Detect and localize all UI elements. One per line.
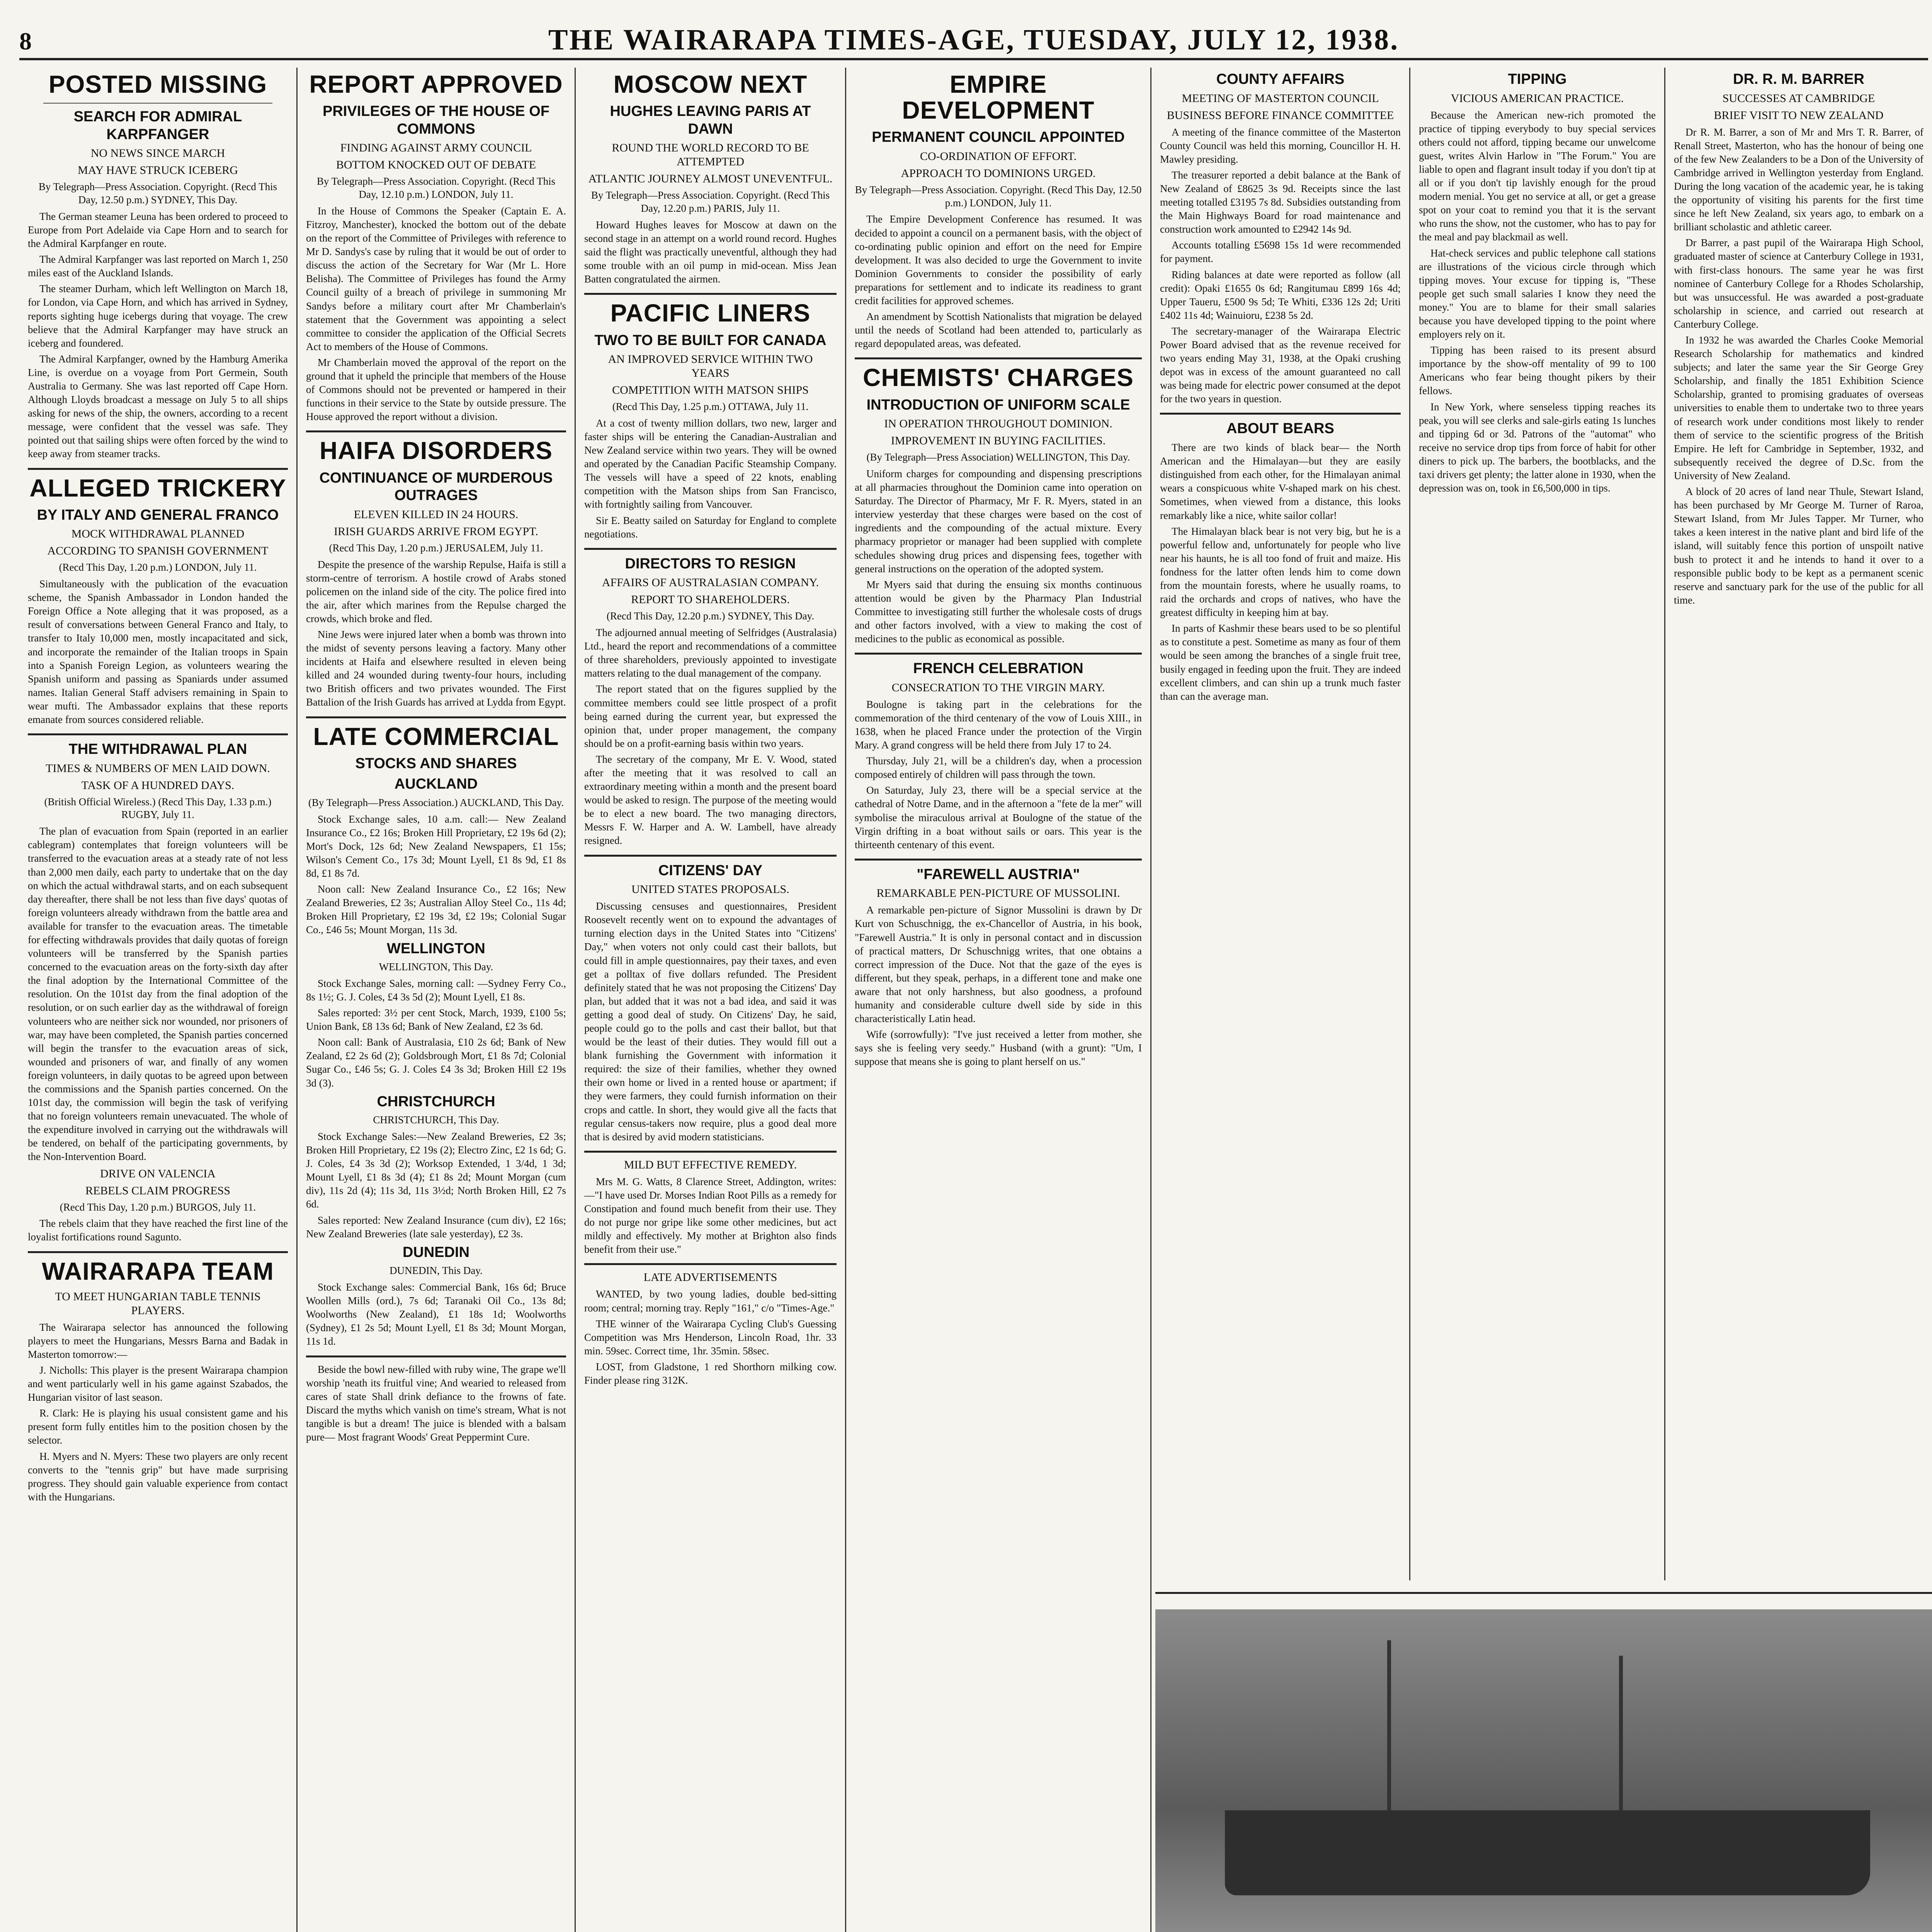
paragraph: In 1932 he was awarded the Charles Cooke Memorial Research Scholarship for mathematics and kindred subjects; and later the same year the Sir George Grey Scholarship, and finally the 1851 Exhibition Science Scholarship, granted to promising graduates of overseas universities to enable them to undertake two to three years of research work under conditions most likely to render them of service to the scientific progress of the British Empire. He left for Cambridge in September, 1932, and subsequently received the degree of D.Sc. from the University of New Zealand.	[1674, 334, 1923, 481]
subhead: PRIVILEGES OF THE HOUSE OF COMMONS	[323, 103, 549, 137]
paragraph: The Admiral Karpfanger, owned by the Hamburg Amerika Line, is overdue on a voyage from Port Germein, South Australia to Germany. She was last reported off Cape Horn. Although Lloyds broadcast a message on July 5 to all ships asking for news of the ship, the owners, according to a recent message, were confident that the vessel was safe. They pointed out that sailing ships were often forced by the wind to keep away from steamer tracks.	[28, 353, 288, 460]
dateline: (Recd This Day, 1.20 p.m.) LONDON, July 11.	[59, 561, 257, 573]
paragraph: Boulogne is taking part in the celebrations for the commemoration of the third centenary of the vow of Louis XIII., in 1638, when he placed France under the protection of the Virgin Mary. A grand congress will be held there from July 17 to 24.	[855, 698, 1142, 751]
dateline: (Recd This Day, 1.20 p.m.) JERUSALEM, July 11.	[329, 542, 543, 554]
dateline: (By Telegraph—Press Association.) AUCKLAND, This Day.	[308, 796, 564, 808]
dateline: By Telegraph—Press Association. Copyright. (Recd This Day, 12.50 p.m.) SYDNEY, This Day.	[38, 181, 277, 206]
subhead: BY ITALY AND GENERAL FRANCO	[37, 507, 279, 523]
classified-ad: THE winner of the Wairarapa Cycling Club's Guessing Competition was Mrs Henderson, Lincoln Road, 1hr. 33 min. 59sec. Correct time, 1hr. 35min. 58sec.	[584, 1318, 837, 1357]
paragraph: In parts of Kashmir these bears used to be so plentiful as to constitute a pest. Sometime as many as four of them would be seen among the branches of a single fruit tree, busily engaged in feeding upon the fruit. They are indeed excellent climbers, and can shin up a trunk much faster than can the average man.	[1160, 622, 1401, 702]
dateline: By Telegraph—Press Association. Copyright. (Recd This Day, 12.50 p.m.) LONDON, July 11.	[855, 184, 1142, 209]
paragraph: Hat-check services and public telephone call stations are illustrations of the vicious circle through which tipping moves. Your excuse for tipping is, "These people get such small salaries I know they need the money." You are to blame for their small salaries because you have developed tipping to the point where employers rely on it.	[1419, 247, 1656, 340]
rule	[584, 293, 837, 295]
ship-hull	[1225, 1810, 1870, 1895]
masthead	[19, 15, 1928, 60]
rule	[584, 548, 837, 550]
paragraph: Noon call: New Zealand Insurance Co., £2 16s; New Zealand Breweries, £2 3s; Australian Alloy Steel Co., 11s 4d; Broken Hill Proprietary, £2 19s 3d, £2 19s; Colonial Sugar Co., £46 5s; Mount Morgan, 11s 3d.	[306, 883, 566, 936]
headline-remedy: MILD BUT EFFECTIVE REMEDY.	[624, 1158, 797, 1171]
subhead: BOTTOM KNOCKED OUT OF DEBATE	[336, 158, 536, 172]
paragraph: Uniform charges for compounding and dispensing prescriptions at all pharmacies throughout the Dominion came into operation on Saturday. The Director of Pharmacy, Mr F. R. Myers, stated in an interview yesterday that these charges were based on the cost of ingredients and the compounding of the actual mixture. Every pharmacy proprietor or manager had been supplied with complete schedules showing drug prices and dispensing fees, together with general instructions on the operation of the adopted system.	[855, 468, 1142, 575]
paragraph: The rebels claim that they have reached the first line of the loyalist fortifications round Sagunto.	[28, 1218, 288, 1243]
subhead: INTRODUCTION OF UNIFORM SCALE	[866, 396, 1130, 413]
column-6	[1410, 68, 1665, 1580]
paragraph: Sales reported: New Zealand Insurance (cum div), £2 16s; New Zealand Breweries (late sale yesterday), £2 3s.	[306, 1214, 566, 1240]
paragraph: Howard Hughes leaves for Moscow at dawn on the second stage in an attempt on a world round record. Hughes said the flight was practically uneventful, although they had some trouble with an oil pump in mid-ocean. Miss Jean Batten congratulated the airmen.	[584, 219, 837, 285]
headline-empire-development: EMPIRE DEVELOPMENT	[902, 70, 1095, 124]
ship-photo	[1155, 1609, 1932, 1932]
subhead: ATLANTIC JOURNEY ALMOST UNEVENTFUL.	[588, 172, 833, 185]
rule	[584, 1151, 837, 1153]
column-4	[846, 68, 1151, 1932]
subhead: MOCK WITHDRAWAL PLANNED	[71, 527, 245, 541]
column-5	[1151, 68, 1410, 1580]
subhead: IN OPERATION THROUGHOUT DOMINION.	[884, 417, 1112, 430]
rule	[28, 733, 288, 735]
paragraph: At a cost of twenty million dollars, two new, larger and faster ships will be entering the Canadian-Australian and New Zealand service within two years. They will be owned and operated by the Canadian Pacific Steamship Company. The vessels will have a speed of 22 knots, enabling competition with the Matson ships from San Francisco, with fortnightly sailing from Vancouver.	[584, 417, 837, 510]
headline-late-commercial: LATE COMMERCIAL	[313, 722, 559, 750]
paragraph: A block of 20 acres of land near Thule, Stewart Island, has been purchased by Mr George M. Turner of Raroa, Stewart Island, from Mr Jules Tapper. Mr Turner, who takes a keen interest in the native plant and bird life of the island, will suitably fence this portion of unspoilt native bush to protect it and he intends to hand it over to a responsible public body to be kept as a permanent scenic reserve and sanctuary park for the use of the public for all time.	[1674, 486, 1923, 606]
paragraph: Stock Exchange Sales, morning call: —Sydney Ferry Co., 8s 1½; G. J. Coles, £4 3s 5d (2); Mount Lyell, £1 8s.	[306, 977, 566, 1003]
subhead: TASK OF A HUNDRED DAYS.	[81, 779, 235, 792]
subhead: APPROACH TO DOMINIONS URGED.	[901, 167, 1096, 180]
subhead: HUGHES LEAVING PARIS AT DAWN	[610, 103, 811, 137]
dateline: By Telegraph—Press Association. Copyright. (Recd This Day, 12.20 p.m.) PARIS, July 11.	[591, 189, 830, 214]
headline-barrer: DR. R. M. BARRER	[1733, 71, 1864, 87]
headline-alleged-trickery: ALLEGED TRICKERY	[29, 474, 286, 502]
paragraph: Accounts totalling £5698 15s 1d were recommended for payment.	[1160, 239, 1401, 265]
column-2	[298, 68, 576, 1932]
paragraph: Stock Exchange Sales:—New Zealand Breweries, £2 3s; Broken Hill Proprietary, £2 19s (2); Electro Zinc, £2 1s 6d; G. J. Coles, £4 3s 3d (2); Worksop Extended, 1 3/4d, 1 3d; Mount Lyell, £1 8s 3d (4); £1 8s 2d; Mount Morgan (cum div), 11s 2d (4); 11s 3d, 11s 3½d; North Broken Hill, £2 7s 6d.	[306, 1130, 566, 1210]
subhead: CONTINUANCE OF MURDEROUS OUTRAGES	[319, 469, 553, 504]
paragraph: There are two kinds of black bear— the North American and the Himalayan—but they are easily distinguished from each other, for the Himalayan animal wears a conspicuous white V-shaped mark on his chest. Sometimes, when viewed from a distance, this looks remarkably like a nice, white sailor collar!	[1160, 442, 1401, 521]
paragraph: Despite the presence of the warship Repulse, Haifa is still a storm-centre of terrorism. A hostile crowd of Arabs stoned policemen on the inland side of the city. The police fired into the air, after which marines from the Repulse charged the crowds, which broke and fled.	[306, 558, 566, 624]
headline-pacific-liners: PACIFIC LINERS	[610, 299, 811, 327]
subhead: ELEVEN KILLED IN 24 HOURS.	[354, 508, 519, 521]
paragraph: A meeting of the finance committee of the Masterton County Council was held this morning, Councillor H. H. Mawley presiding.	[1160, 126, 1401, 165]
section-dunedin: DUNEDIN	[402, 1244, 470, 1260]
headline-late-advertisements: LATE ADVERTISEMENTS	[643, 1271, 777, 1284]
headline-tipping: TIPPING	[1508, 71, 1567, 87]
paragraph: Simultaneously with the publication of the evacuation scheme, the Spanish Ambassador in London handed the Foreign Office a Note alleging that it was proposed, as a result of conversations between General Franco and Italy, to transfer to Italy 10,000 men, mostly incapacitated and sick, and incorporate the remainder of the Italian troops in Spain into a Spanish Foreign Legion, as volunteers wearing the Spanish uniform and passing as Spaniards under assumed names. Italian General Staff advisers remaining in Spain to wear mufti. The Ambassador explains that these reports emanate from sources considered reliable.	[28, 578, 288, 726]
paragraph: The report stated that on the figures supplied by the committee members could see little prospect of a profit being earned during the current year, but expressed the opinion that, under proper management, the company should be on a profit-earning basis within two years.	[584, 683, 837, 749]
dateline: CHRISTCHURCH, This Day.	[373, 1114, 499, 1126]
subhead: REBELS CLAIM PROGRESS	[85, 1184, 231, 1197]
subhead: AN IMPROVED SERVICE WITHIN TWO YEARS	[608, 353, 813, 380]
paragraph: In the House of Commons the Speaker (Captain E. A. Fitzroy, Manchester), knocked the bottom out of the debate on the report of the Committee of Privileges with reference to Mr D. Sandys's case by ruling that it would be out of order to discuss the action of the Secretary for War (Mr L. Hore Belisha). The Committee of Privileges has found the Army Council guilty of a breach of privilege in summoning Mr Sandys before a military court after Mr Chamberlain's statement that the Government was appointing a select committee to consider the application of the Official Secrets Act to members of the House of Commons.	[306, 205, 566, 352]
paragraph: Mr Chamberlain moved the approval of the report on the ground that it upheld the principle that members of the House of Commons should not be prevented or hampered in their functions in their service to the State by outside pressure. The House approved the report without a division.	[306, 356, 566, 423]
dateline: WELLINGTON, This Day.	[379, 961, 493, 973]
paragraph: The treasurer reported a debit balance at the Bank of New Zealand of £8625 3s 9d. Receipts since the last meeting totalled £3195 7s 8d. Subsidies outstanding from the Main Highways Board for road maintenance and construction work amounted to £2942 14s 9d.	[1160, 169, 1401, 235]
rule	[28, 1251, 288, 1253]
paragraph: H. Myers and N. Myers: These two players are only recent converts to the "tennis grip" but have made surprising progress. They should gain valuable experience from contact with the Hungarians.	[28, 1450, 288, 1503]
paragraph: The Himalayan black bear is not very big, but he is a powerful fellow and, unfortunately for people who live near his haunts, he is all too fond of fruit and maize. His fondness for the latter often lends him to come down from the mountain forests, where he usually roams, to raid the orchards and crops of natives, who have the greatest difficulty in keeping him at bay.	[1160, 525, 1401, 619]
paragraph: An amendment by Scottish Nationalists that migration be delayed until the needs of Scotland had been attended to, particularly as regard depopulated areas, was defeated.	[855, 311, 1142, 350]
paragraph: Mr Myers said that during the ensuing six months continuous attention would be given by the Pharmacy Plan Industrial Committee to investigating still further the wholesale costs of drugs and other factors involved, with a view to making the cost of medicines to the public as economical as possible.	[855, 578, 1142, 645]
subhead: ACCORDING TO SPANISH GOVERNMENT	[47, 544, 269, 558]
headline-withdrawal-plan: THE WITHDRAWAL PLAN	[68, 741, 247, 758]
paragraph: J. Nicholls: This player is the present Wairarapa champion and went particularly well in his game against Szabados, the Hungarian visitor of last season.	[28, 1364, 288, 1403]
dateline: (British Official Wireless.) (Recd This Day, 1.33 p.m.) RUGBY, July 11.	[44, 796, 272, 821]
dateline: (Recd This Day, 1.25 p.m.) OTTAWA, July 11.	[612, 401, 809, 413]
subhead: VICIOUS AMERICAN PRACTICE.	[1451, 92, 1624, 105]
headline-report-approved: REPORT APPROVED	[309, 70, 563, 98]
paragraph: R. Clark: He is playing his usual consistent game and his present form fully entitles him to the position chosen by the selector.	[28, 1407, 288, 1446]
column-7	[1665, 68, 1932, 1580]
paragraph: Dr R. M. Barrer, a son of Mr and Mrs T. R. Barrer, of Renall Street, Masterton, who has the honour of being one of the few New Zealanders to be a Don of the University of Cambridge arrived in Wellington yesterday from England. During the long vacation of the academic year, he is taking the opportunity of visiting his parents for the first time since he left New Zealand, six years ago, to embark on a brilliant scholastic and athletic career.	[1674, 126, 1923, 233]
subhead: REMARKABLE PEN-PICTURE OF MUSSOLINI.	[876, 887, 1120, 900]
paragraph: Tipping has been raised to its present absurd importance by the show-off mentality of 99 to 100 Americans who fear being thought pikers by their fellows.	[1419, 344, 1656, 397]
section-auckland: AUCKLAND	[394, 776, 478, 793]
rule	[28, 468, 288, 470]
headline-french-celebration: FRENCH CELEBRATION	[913, 660, 1083, 677]
dateline: By Telegraph—Press Association. Copyright. (Recd This Day, 12.10 p.m.) LONDON, July 11.	[316, 175, 556, 201]
headline-county-affairs: COUNTY AFFAIRS	[1216, 71, 1345, 87]
paragraph: Dr Barrer, a past pupil of the Wairarapa High School, graduated master of science at Canterbury College in 1931, with first-class honours. The same year he was first nominee of Canterbury College for a Rhodes Scholarship, but was unsuccessful. He was awarded a post-graduate scholarship in science, and carried out research at Canterbury College.	[1674, 237, 1923, 330]
subhead: SEARCH FOR ADMIRAL KARPFANGER	[73, 109, 242, 143]
headline-directors-resign: DIRECTORS TO RESIGN	[625, 555, 796, 572]
paragraph: Because the American new-rich promoted the practice of tipping everybody to buy special services others could not afford, tipping became our unwelcome guest, writes Alvin Harlow in "The Forum." You are liable to open and flagrant insult today if you don't tip at all or if you don't tip lavishly enough for the proud modern menial. You get no service at all, or get a grease spot on your coat to remind you that it is the servant who runs the show, not the customer, who has to pay for the meal and pay blackmail as well.	[1419, 109, 1656, 243]
advert-verse: Beside the bowl new-filled with ruby wine, The grape we'll worship 'neath its fruitful vine; And wearied to released from cares of state Shall drink defiance to the frowns of fate. Discard the myths which vanish on time's stream, What is not tangible is but a dream! The juice is blended with a balsam pure— Most fragrant Woods' Great Peppermint Cure.	[306, 1363, 566, 1443]
page-title: THE WAIRARAPA TIMES-AGE, TUESDAY, JULY 12, 1938.	[548, 24, 1400, 56]
rule	[306, 430, 566, 432]
paragraph: The Admiral Karpfanger was last reported on March 1, 250 miles east of the Auckland Islands.	[28, 253, 288, 279]
headline-citizens-day: CITIZENS' DAY	[658, 862, 763, 879]
rule	[584, 1263, 837, 1265]
headline-haifa-disorders: HAIFA DISORDERS	[320, 437, 553, 465]
paragraph: A remarkable pen-picture of Signor Mussolini is drawn by Dr Kurt von Schuschnigg, the ex-Chancellor of Austria, in his book, "Farewell Austria." It is only in personal contact and in discussion of practical matters, Dr Schuschnigg writes, that one obtains a correct impression of the Duce. Not that the gaze of the eyes is different, but they speak, perhaps, in a different tone and make one aware that not only harshness, but also goodness, a profound humanity and considerable culture dwell side by side in this characteristically Latin head.	[855, 904, 1142, 1025]
subhead: PERMANENT COUNCIL APPOINTED	[872, 129, 1125, 146]
paragraph: The secretary-manager of the Wairarapa Electric Power Board advised that as the revenue received for two years ending May 31, 1938, at the Opaki crushing depot was in excess of the amount guaranteed no call was being made for electric power consumed at the depot for the two years in question.	[1160, 325, 1401, 405]
paragraph: The Wairarapa selector has announced the following players to meet the Hungarians, Messrs Barna and Badak in Masterton tomorrow:—	[28, 1321, 288, 1360]
photo-block	[1155, 1592, 1932, 1932]
subhead: FINDING AGAINST ARMY COUNCIL	[340, 141, 532, 155]
subhead: SUCCESSES AT CAMBRIDGE	[1722, 92, 1875, 105]
paragraph: Stock Exchange sales, 10 a.m. call:— New Zealand Insurance Co., £2 16s; Broken Hill Proprietary, £2 19s 6d (2); Mort's Dock, 12s 6d; New Zealand Newspapers, £1 15s; Wilson's Cement Co., 17s 3d; Mount Lyell, £1 8s 9d, £1 8s 8d, £1 8s 7d.	[306, 813, 566, 879]
subhead: NO NEWS SINCE MARCH	[90, 147, 225, 160]
subhead: DRIVE ON VALENCIA	[100, 1167, 216, 1180]
dateline: (By Telegraph—Press Association) WELLINGTON, This Day.	[866, 451, 1130, 463]
paragraph: Sales reported: 3½ per cent Stock, March, 1939, £100 5s; Union Bank, £8 13s 6d; Bank of New Zealand, £2 3s 6d.	[306, 1007, 566, 1032]
rule	[306, 716, 566, 718]
rule	[1160, 413, 1401, 415]
subhead: TO MEET HUNGARIAN TABLE TENNIS PLAYERS.	[55, 1290, 261, 1317]
paragraph: Noon call: Bank of Australasia, £10 2s 6d; Bank of New Zealand, £2 2s 6d (2); Goldsbrough Mort, £1 8s 7d; Colonial Sugar Co., £46 5s; G. J. Coles £4 3s 3d; Broken Hill £2 19s 3d (3).	[306, 1036, 566, 1089]
headline-moscow-next: MOSCOW NEXT	[613, 70, 808, 98]
column-1	[19, 68, 298, 1932]
subhead: BUSINESS BEFORE FINANCE COMMITTEE	[1167, 109, 1394, 122]
page-number: 8	[19, 27, 32, 55]
classified-ad: WANTED, by two young ladies, double bed-sitting room; central; morning tray. Reply "161," c/o "Times-Age."	[584, 1288, 837, 1314]
paragraph: In New York, where senseless tipping reaches its peak, you will see clerks and sale-girls eating 1s lunches and tipping 6d or 3d. Patrons of the "automat" who receive no service drop tips from force of habit for other diners to pick up. The barbers, the bootblacks, and the taxi drivers get plenty; the latter alone in 1930, when the depression was on, took in £6,500,000 in tips.	[1419, 401, 1656, 494]
subhead: AFFAIRS OF AUSTRALASIAN COMPANY.	[602, 576, 819, 589]
subhead: ROUND THE WORLD RECORD TO BE ATTEMPTED	[612, 141, 809, 168]
paragraph: Nine Jews were injured later when a bomb was thrown into the midst of seventy persons leaving a factory. Many other incidents at Haifa and elsewhere resulted in eleven being killed and 24 wounded during twenty-four hours, including two British officers and two privates wounded. The First Battalion of the Irish Guards has arrived at Lydda from Egypt.	[306, 628, 566, 708]
paragraph: Wife (sorrowfully): "I've just received a letter from mother, she says she is feeling very seedy." Husband (with a grunt): "Um, I suppose that means she is going to plant herself on us."	[855, 1029, 1142, 1068]
paragraph: Discussing censuses and questionnaires, President Roosevelt recently went on to expound the advantages of turning election days in the United States into "Citizens' Day," when voters not only could cast their ballots, but could fill in ample questionnaires, pay their taxes, and even get a polltax of five dollars refunded. The President definitely stated that he was not proposing the Citizens' Day plan, but added that it was not a bad idea, and said it was getting a good deal of study. On Citizens' Day, he said, people could go to the polls and cast their ballot, but that would be the least of their duties. They would fill out a blank furnishing the Government with information it required: the size of their families, whether they owned their own home or lived in a rented house or apartment; if they were farmers, they could furnish information on their crops and cattle. In short, they would give all the facts that regular census-takers now require, plus a good deal more that is desired by avid modern statisticians.	[584, 900, 837, 1143]
headline-chemists-charges: CHEMISTS' CHARGES	[863, 364, 1134, 392]
column-3	[576, 68, 846, 1932]
section-christchurch: CHRISTCHURCH	[377, 1093, 495, 1110]
dateline: DUNEDIN, This Day.	[389, 1265, 483, 1277]
paragraph: Sir E. Beatty sailed on Saturday for England to complete negotiations.	[584, 514, 837, 540]
subhead: MAY HAVE STRUCK ICEBERG	[78, 164, 238, 177]
paragraph: Mrs M. G. Watts, 8 Clarence Street, Addington, writes:—"I have used Dr. Morses Indian Root Pills as a remedy for Constipation and found much benefit from their use. They do not purge nor gripe like some other medicines, but act mildly and effectively. My mother at Brighton also finds benefit from their use."	[584, 1175, 837, 1255]
paragraph: The secretary of the company, Mr E. V. Wood, stated after the meeting that it was resolved to call an extraordinary meeting within a month and the present board would be asked to resign. The purpose of the meeting would be to elect a new board. The two managing directors, Messrs F. W. Harper and A. W. Lambell, have already resigned.	[584, 753, 837, 847]
rule	[855, 357, 1142, 359]
subhead: TWO TO BE BUILT FOR CANADA	[594, 332, 827, 349]
dateline: (Recd This Day, 12.20 p.m.) SYDNEY, This Day.	[606, 610, 815, 622]
subhead: REPORT TO SHAREHOLDERS.	[631, 593, 790, 606]
subhead: TIMES & NUMBERS OF MEN LAID DOWN.	[46, 762, 270, 775]
paragraph: On Saturday, July 23, there will be a special service at the cathedral of Notre Dame, and in the afternoon a "fete de la mer" will symbolise the miraculous arrival at Boulogne of the statue of the Virgin drifting in a boat without sails or oars. This year is the thirteenth centenary of this event.	[855, 784, 1142, 850]
headline-about-bears: ABOUT BEARS	[1226, 420, 1334, 437]
headline-farewell-austria: "FAREWELL AUSTRIA"	[917, 866, 1080, 883]
headline-posted-missing: POSTED MISSING	[48, 70, 267, 98]
paragraph: The plan of evacuation from Spain (reported in an earlier cablegram) contemplates that foreign volunteers will be transferred to the evacuation areas at a steady rate of not less than 2,000 men daily, each party to undertake that on the day on which the actual withdrawal starts, and on each subsequent day thereafter, there shall be not less than five days' quotas of foreign volunteers already withdrawn from the battle area and available for transfer to the evacuation areas. The timetable for effecting withdrawals provides that daily quotas of foreign volunteers will be transferred by the Spanish parties concerned to the evacuation areas on the forty-sixth day after the final adoption by the International Committee of the resolution. On the 101st day from the final adoption of the resolution, or on such earlier day as the withdrawal of foreign volunteers who are neither sick nor wounded, nor prisoners of war, may have been completed, the Spanish parties concerned will begin the transfer to the evacuation areas of sick, wounded and prisoners of war, and finally of any women foreign volunteers, in daily quotas to be agreed upon between the commissions and the Spanish parties concerned. On the 101st day, the commission will begin the task of verifying that no foreign volunteers remain unevacuated. The whole of the expenditure involved in carrying out the withdrawals will be tendered, on behalf of the participating governments, by the Non-Intervention Board.	[28, 825, 288, 1163]
subhead: CONSECRATION TO THE VIRGIN MARY.	[891, 681, 1105, 694]
dateline: (Recd This Day, 1.20 p.m.) BURGOS, July 11.	[60, 1201, 256, 1213]
subhead: CO-ORDINATION OF EFFORT.	[920, 150, 1077, 163]
rule	[306, 1355, 566, 1357]
paragraph: The adjourned annual meeting of Selfridges (Australasia) Ltd., heard the report and recommendations of a committee of three shareholders, previously appointed to investigate matters relating to the dual management of the company.	[584, 627, 837, 679]
paragraph: Stock Exchange sales: Commercial Bank, 16s 6d; Bruce Woollen Mills (ord.), 7s 6d; Taranaki Oil Co., 13s 8d; Woolworths (New Zealand), £1 18s 1d; Woolworths (Sydney), £1 2s 5d; Mount Lyell, £1 8s 3d; Mount Morgan, 11s 1d.	[306, 1281, 566, 1347]
paragraph: The Empire Development Conference has resumed. It was decided to appoint a council on a permanent basis, with the object of co-ordinating public opinion and effort on the need for Empire development. It was also decided to urge the Government to invite Dominion Governments to consider the possibility of early preparations for settlement and to indicate its readiness to grant credit facilities for approved schemes.	[855, 213, 1142, 307]
rule	[855, 653, 1142, 655]
divider	[43, 103, 272, 104]
subhead: UNITED STATES PROPOSALS.	[631, 883, 789, 896]
subhead: IMPROVEMENT IN BUYING FACILITIES.	[891, 434, 1106, 447]
paragraph: Riding balances at date were reported as follow (all credit): Opaki £1655 0s 6d; Rangitumau £899 16s 4d; Upper Taueru, £500 9s 5d; Te Whiti, £336 12s 2d; Uriti £402 11s 4d; Wainuioru, £238 5s 2d.	[1160, 269, 1401, 321]
paragraph: The steamer Durham, which left Wellington on March 18, for London, via Cape Horn, and which has arrived in Sydney, reports sighting huge icebergs during that voyage. The crew believe that the Admiral Karpfanger may have struck an iceberg and foundered.	[28, 283, 288, 349]
subhead: MEETING OF MASTERTON COUNCIL	[1182, 92, 1379, 105]
rule	[855, 859, 1142, 861]
subhead: BRIEF VISIT TO NEW ZEALAND	[1714, 109, 1884, 122]
subhead: STOCKS AND SHARES	[355, 755, 517, 772]
section-wellington: WELLINGTON	[387, 940, 485, 957]
classified-ad: LOST, from Gladstone, 1 red Shorthorn milking cow. Finder please ring 312K.	[584, 1361, 837, 1386]
paragraph: Thursday, July 21, will be a children's day, when a procession composed entirely of children will pass through the town.	[855, 755, 1142, 781]
subhead: COMPETITION WITH MATSON SHIPS	[612, 384, 809, 397]
paragraph: The German steamer Leuna has been ordered to proceed to Europe from Port Adelaide via Cape Horn and to search for the Admiral Karpfanger en route.	[28, 210, 288, 250]
rule	[584, 855, 837, 857]
headline-wairarapa-team: WAIRARAPA TEAM	[42, 1257, 274, 1285]
subhead: IRISH GUARDS ARRIVE FROM EGYPT.	[334, 525, 538, 538]
